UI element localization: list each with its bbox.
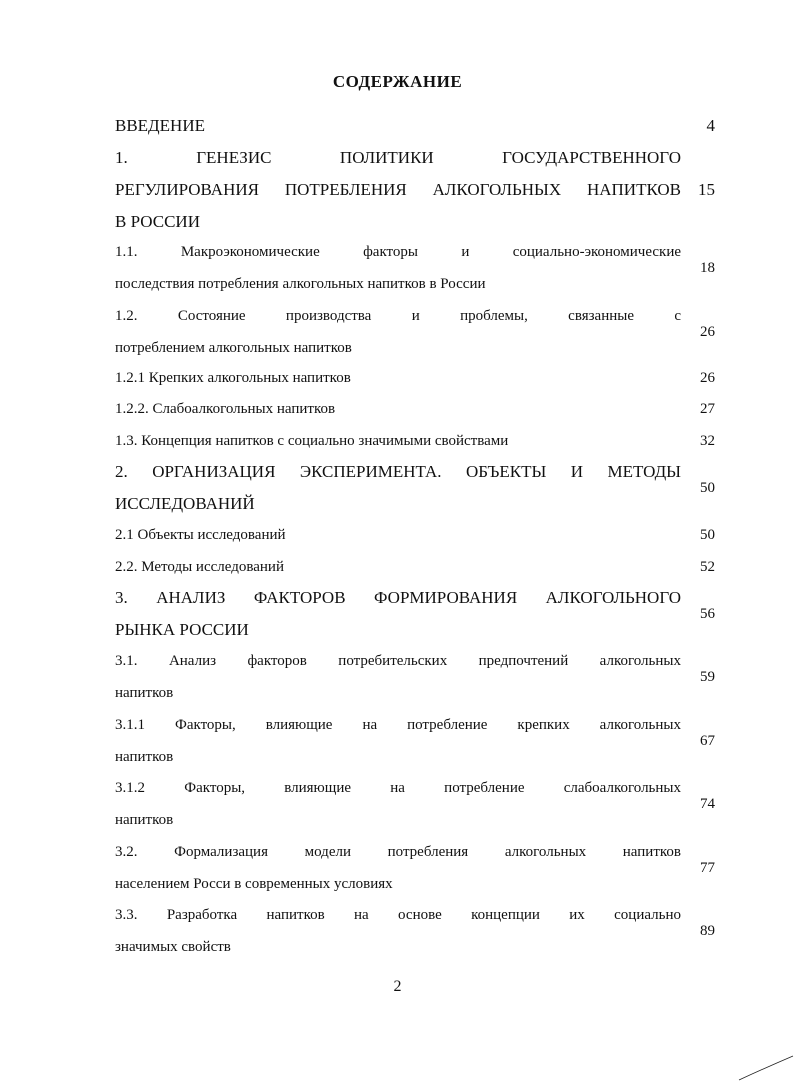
toc-page-number: 89 bbox=[700, 923, 715, 939]
toc-entry-line: напитков bbox=[115, 812, 174, 828]
page-number: 2 bbox=[393, 978, 402, 995]
toc-entry-line: значимых свойств bbox=[115, 939, 231, 955]
toc-entry-line: 3.1.1 Факторы, влияющие на потребление крепких алкогольных bbox=[115, 717, 681, 733]
toc-entry-line: потреблением алкогольных напитков bbox=[115, 340, 352, 356]
toc-entry-line: 3.2. Формализация модели потребления алкогольных напитков bbox=[115, 844, 681, 860]
toc-page-number: 26 bbox=[700, 370, 715, 386]
toc-page-number: 4 bbox=[706, 116, 715, 135]
toc-entry-line: напитков bbox=[115, 685, 174, 701]
toc-entry-line: 3. АНАЛИЗ ФАКТОРОВ ФОРМИРОВАНИЯ АЛКОГОЛЬНОГО bbox=[115, 588, 681, 607]
toc-page-number: 27 bbox=[700, 401, 715, 417]
toc-entry-line: 3.1. Анализ факторов потребительских предпочтений алкогольных bbox=[115, 653, 681, 669]
toc-entry-line: РЕГУЛИРОВАНИЯ ПОТРЕБЛЕНИЯ АЛКОГОЛЬНЫХ НАПИТКОВ bbox=[115, 180, 681, 199]
toc-page-number: 52 bbox=[700, 559, 715, 575]
toc-page-number: 26 bbox=[700, 324, 715, 340]
toc-entry-line: 3.1.2 Факторы, влияющие на потребление слабоалкогольных bbox=[115, 780, 681, 796]
toc-page-number: 67 bbox=[700, 733, 715, 749]
toc-entry-line: 1.2.1 Крепких алкогольных напитков bbox=[115, 370, 351, 386]
toc-page-number: 50 bbox=[700, 480, 715, 496]
toc-page-number: 15 bbox=[698, 180, 715, 199]
toc-entry-line: 3.3. Разработка напитков на основе концепции их социально bbox=[115, 907, 681, 923]
toc-entry-line: 1.1. Макроэкономические факторы и социально-экономические bbox=[115, 244, 681, 260]
toc-entry-line: 1.3. Концепция напитков с социально значимыми свойствами bbox=[115, 433, 509, 449]
toc-page-number: 77 bbox=[700, 860, 715, 876]
toc-entry-line: ВВЕДЕНИЕ bbox=[115, 116, 205, 135]
toc-entry-line: 2.2. Методы исследований bbox=[115, 559, 284, 575]
toc-entry-line: населением Росси в современных условиях bbox=[115, 876, 393, 892]
toc-page-number: 56 bbox=[700, 606, 715, 622]
toc-entry-line: последствия потребления алкогольных напитков в России bbox=[115, 276, 486, 292]
toc-page-number: 59 bbox=[700, 669, 715, 685]
toc-entry-line: 1. ГЕНЕЗИС ПОЛИТИКИ ГОСУДАРСТВЕННОГО bbox=[115, 148, 681, 167]
toc-entry-line: 2. ОРГАНИЗАЦИЯ ЭКСПЕРИМЕНТА. ОБЪЕКТЫ И МЕТОДЫ bbox=[115, 462, 681, 481]
page-title: СОДЕРЖАНИЕ bbox=[332, 72, 463, 91]
toc-entry-line: ИССЛЕДОВАНИЙ bbox=[115, 494, 255, 513]
toc-entry-line: РЫНКА РОССИИ bbox=[115, 620, 249, 639]
toc-entry-line: напитков bbox=[115, 749, 174, 765]
toc-page-number: 74 bbox=[700, 796, 715, 812]
toc-page-number: 18 bbox=[700, 260, 715, 276]
toc-entry-line: 1.2.2. Слабоалкогольных напитков bbox=[115, 401, 336, 417]
toc-entry-line: 1.2. Состояние производства и проблемы, связанные с bbox=[115, 308, 681, 324]
pen-stroke-mark bbox=[735, 1052, 795, 1082]
toc-page-number: 50 bbox=[700, 527, 715, 543]
toc-entry-line: В РОССИИ bbox=[115, 212, 200, 231]
toc-entry-line: 2.1 Объекты исследований bbox=[115, 527, 286, 543]
toc-page-number: 32 bbox=[700, 433, 715, 449]
